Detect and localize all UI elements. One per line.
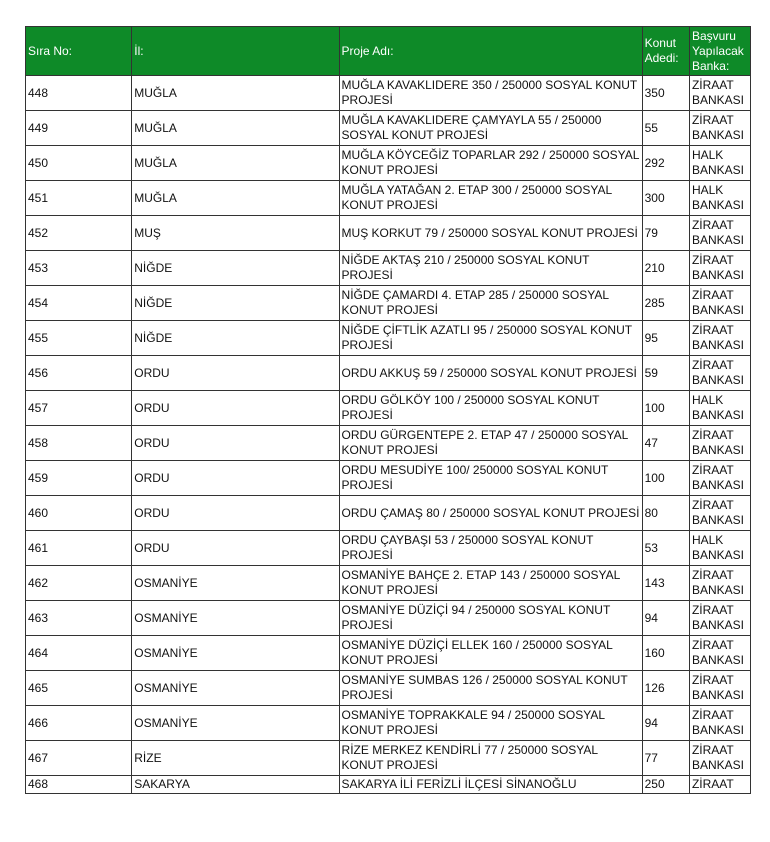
cell-sira-no: 457 [26, 391, 132, 426]
cell-konut-adedi: 300 [642, 181, 689, 216]
cell-banka: ZİRAAT BANKASI [689, 496, 750, 531]
cell-proje-adi: SAKARYA İLİ FERİZLİ İLÇESİ SİNANOĞLU [339, 776, 642, 794]
cell-il: ORDU [132, 531, 339, 566]
cell-konut-adedi: 100 [642, 391, 689, 426]
cell-banka: ZİRAAT BANKASI [689, 251, 750, 286]
cell-banka: ZİRAAT BANKASI [689, 356, 750, 391]
table-row [26, 76, 751, 111]
cell-il: ORDU [132, 391, 339, 426]
cell-sira-no: 453 [26, 251, 132, 286]
cell-konut-adedi: 350 [642, 76, 689, 111]
cell-il: ORDU [132, 356, 339, 391]
cell-il: MUĞLA [132, 146, 339, 181]
cell-konut-adedi: 126 [642, 671, 689, 706]
cell-sira-no: 466 [26, 706, 132, 741]
header-row [26, 27, 751, 76]
table-row [26, 531, 751, 566]
cell-proje-adi: ORDU AKKUŞ 59 / 250000 SOSYAL KONUT PROJESİ [339, 356, 642, 391]
cell-proje-adi: OSMANİYE TOPRAKKALE 94 / 250000 SOSYAL KONUT PROJESİ [339, 706, 642, 741]
cell-proje-adi: NİĞDE ÇAMARDI 4. ETAP 285 / 250000 SOSYAL KONUT PROJESİ [339, 286, 642, 321]
cell-il: ORDU [132, 496, 339, 531]
table-row [26, 286, 751, 321]
table-row [26, 426, 751, 461]
table-row [26, 216, 751, 251]
table-row [26, 461, 751, 496]
cell-banka: ZİRAAT BANKASI [689, 426, 750, 461]
cell-proje-adi: ORDU GÜRGENTEPE 2. ETAP 47 / 250000 SOSYAL KONUT PROJESİ [339, 426, 642, 461]
cell-konut-adedi: 250 [642, 776, 689, 794]
cell-banka: HALK BANKASI [689, 181, 750, 216]
cell-banka: ZİRAAT BANKASI [689, 741, 750, 776]
cell-banka: ZİRAAT BANKASI [689, 76, 750, 111]
cell-il: NİĞDE [132, 251, 339, 286]
table-row [26, 356, 751, 391]
cell-il: MUĞLA [132, 181, 339, 216]
cell-banka: HALK BANKASI [689, 391, 750, 426]
cell-il: MUĞLA [132, 111, 339, 146]
cell-sira-no: 460 [26, 496, 132, 531]
header-sira-no: Sıra No: [26, 27, 132, 76]
cell-il: NİĞDE [132, 321, 339, 356]
cell-sira-no: 458 [26, 426, 132, 461]
cell-proje-adi: OSMANİYE BAHÇE 2. ETAP 143 / 250000 SOSYAL KONUT PROJESİ [339, 566, 642, 601]
cell-banka: ZİRAAT BANKASI [689, 566, 750, 601]
cell-banka: HALK BANKASI [689, 146, 750, 181]
table-row [26, 321, 751, 356]
header-il: İl: [132, 27, 339, 76]
cell-banka: ZİRAAT BANKASI [689, 636, 750, 671]
cell-sira-no: 455 [26, 321, 132, 356]
cell-konut-adedi: 59 [642, 356, 689, 391]
cell-banka: ZİRAAT BANKASI [689, 286, 750, 321]
cell-proje-adi: MUŞ KORKUT 79 / 250000 SOSYAL KONUT PROJESİ [339, 216, 642, 251]
header-konut-adedi: Konut Adedi: [642, 27, 689, 76]
table-row [26, 776, 751, 794]
cell-proje-adi: MUĞLA KAVAKLIDERE 350 / 250000 SOSYAL KONUT PROJESİ [339, 76, 642, 111]
cell-sira-no: 463 [26, 601, 132, 636]
cell-proje-adi: ORDU GÖLKÖY 100 / 250000 SOSYAL KONUT PROJESİ [339, 391, 642, 426]
cell-konut-adedi: 292 [642, 146, 689, 181]
cell-banka: ZİRAAT BANKASI [689, 111, 750, 146]
table-row [26, 636, 751, 671]
table-row [26, 391, 751, 426]
cell-il: OSMANİYE [132, 706, 339, 741]
cell-proje-adi: ORDU ÇAYBAŞI 53 / 250000 SOSYAL KONUT PROJESİ [339, 531, 642, 566]
table-row [26, 496, 751, 531]
cell-il: OSMANİYE [132, 636, 339, 671]
cell-konut-adedi: 55 [642, 111, 689, 146]
cell-banka: ZİRAAT [689, 776, 750, 794]
table-row [26, 671, 751, 706]
table-row [26, 111, 751, 146]
cell-sira-no: 462 [26, 566, 132, 601]
cell-konut-adedi: 79 [642, 216, 689, 251]
cell-proje-adi: NİĞDE AKTAŞ 210 / 250000 SOSYAL KONUT PROJESİ [339, 251, 642, 286]
cell-konut-adedi: 94 [642, 601, 689, 636]
cell-il: SAKARYA [132, 776, 339, 794]
cell-proje-adi: OSMANİYE DÜZİÇİ 94 / 250000 SOSYAL KONUT PROJESİ [339, 601, 642, 636]
cell-konut-adedi: 143 [642, 566, 689, 601]
cell-sira-no: 452 [26, 216, 132, 251]
cell-konut-adedi: 160 [642, 636, 689, 671]
housing-projects-table [25, 26, 751, 794]
cell-proje-adi: ORDU MESUDİYE 100/ 250000 SOSYAL KONUT PROJESİ [339, 461, 642, 496]
cell-proje-adi: MUĞLA KAVAKLIDERE ÇAMYAYLA 55 / 250000 SOSYAL KONUT PROJESİ [339, 111, 642, 146]
cell-sira-no: 451 [26, 181, 132, 216]
cell-il: OSMANİYE [132, 566, 339, 601]
table-row [26, 566, 751, 601]
table-row [26, 741, 751, 776]
cell-proje-adi: OSMANİYE DÜZİÇİ ELLEK 160 / 250000 SOSYAL KONUT PROJESİ [339, 636, 642, 671]
header-banka: Başvuru Yapılacak Banka: [689, 27, 750, 76]
cell-banka: ZİRAAT BANKASI [689, 216, 750, 251]
cell-il: MUĞLA [132, 76, 339, 111]
cell-sira-no: 464 [26, 636, 132, 671]
cell-proje-adi: MUĞLA KÖYCEĞİZ TOPARLAR 292 / 250000 SOSYAL KONUT PROJESİ [339, 146, 642, 181]
cell-sira-no: 461 [26, 531, 132, 566]
cell-banka: HALK BANKASI [689, 531, 750, 566]
cell-il: ORDU [132, 461, 339, 496]
cell-proje-adi: ORDU ÇAMAŞ 80 / 250000 SOSYAL KONUT PROJESİ [339, 496, 642, 531]
cell-il: OSMANİYE [132, 601, 339, 636]
cell-sira-no: 448 [26, 76, 132, 111]
table-row [26, 181, 751, 216]
cell-proje-adi: MUĞLA YATAĞAN 2. ETAP 300 / 250000 SOSYAL KONUT PROJESİ [339, 181, 642, 216]
cell-il: RİZE [132, 741, 339, 776]
cell-konut-adedi: 100 [642, 461, 689, 496]
table-row [26, 146, 751, 181]
table-row [26, 601, 751, 636]
cell-il: NİĞDE [132, 286, 339, 321]
cell-konut-adedi: 285 [642, 286, 689, 321]
table-row [26, 251, 751, 286]
cell-konut-adedi: 47 [642, 426, 689, 461]
cell-sira-no: 454 [26, 286, 132, 321]
cell-proje-adi: RİZE MERKEZ KENDİRLİ 77 / 250000 SOSYAL KONUT PROJESİ [339, 741, 642, 776]
cell-sira-no: 456 [26, 356, 132, 391]
cell-banka: ZİRAAT BANKASI [689, 601, 750, 636]
cell-sira-no: 468 [26, 776, 132, 794]
cell-sira-no: 450 [26, 146, 132, 181]
cell-sira-no: 467 [26, 741, 132, 776]
cell-banka: ZİRAAT BANKASI [689, 671, 750, 706]
cell-banka: ZİRAAT BANKASI [689, 321, 750, 356]
cell-konut-adedi: 210 [642, 251, 689, 286]
cell-il: MUŞ [132, 216, 339, 251]
cell-il: OSMANİYE [132, 671, 339, 706]
cell-konut-adedi: 53 [642, 531, 689, 566]
cell-konut-adedi: 80 [642, 496, 689, 531]
cell-banka: ZİRAAT BANKASI [689, 461, 750, 496]
cell-sira-no: 459 [26, 461, 132, 496]
cell-sira-no: 449 [26, 111, 132, 146]
table-row [26, 706, 751, 741]
cell-proje-adi: OSMANİYE SUMBAS 126 / 250000 SOSYAL KONUT PROJESİ [339, 671, 642, 706]
cell-il: ORDU [132, 426, 339, 461]
cell-sira-no: 465 [26, 671, 132, 706]
cell-konut-adedi: 94 [642, 706, 689, 741]
cell-banka: ZİRAAT BANKASI [689, 706, 750, 741]
cell-konut-adedi: 95 [642, 321, 689, 356]
header-proje-adi: Proje Adı: [339, 27, 642, 76]
cell-konut-adedi: 77 [642, 741, 689, 776]
cell-proje-adi: NİĞDE ÇİFTLİK AZATLI 95 / 250000 SOSYAL KONUT PROJESİ [339, 321, 642, 356]
